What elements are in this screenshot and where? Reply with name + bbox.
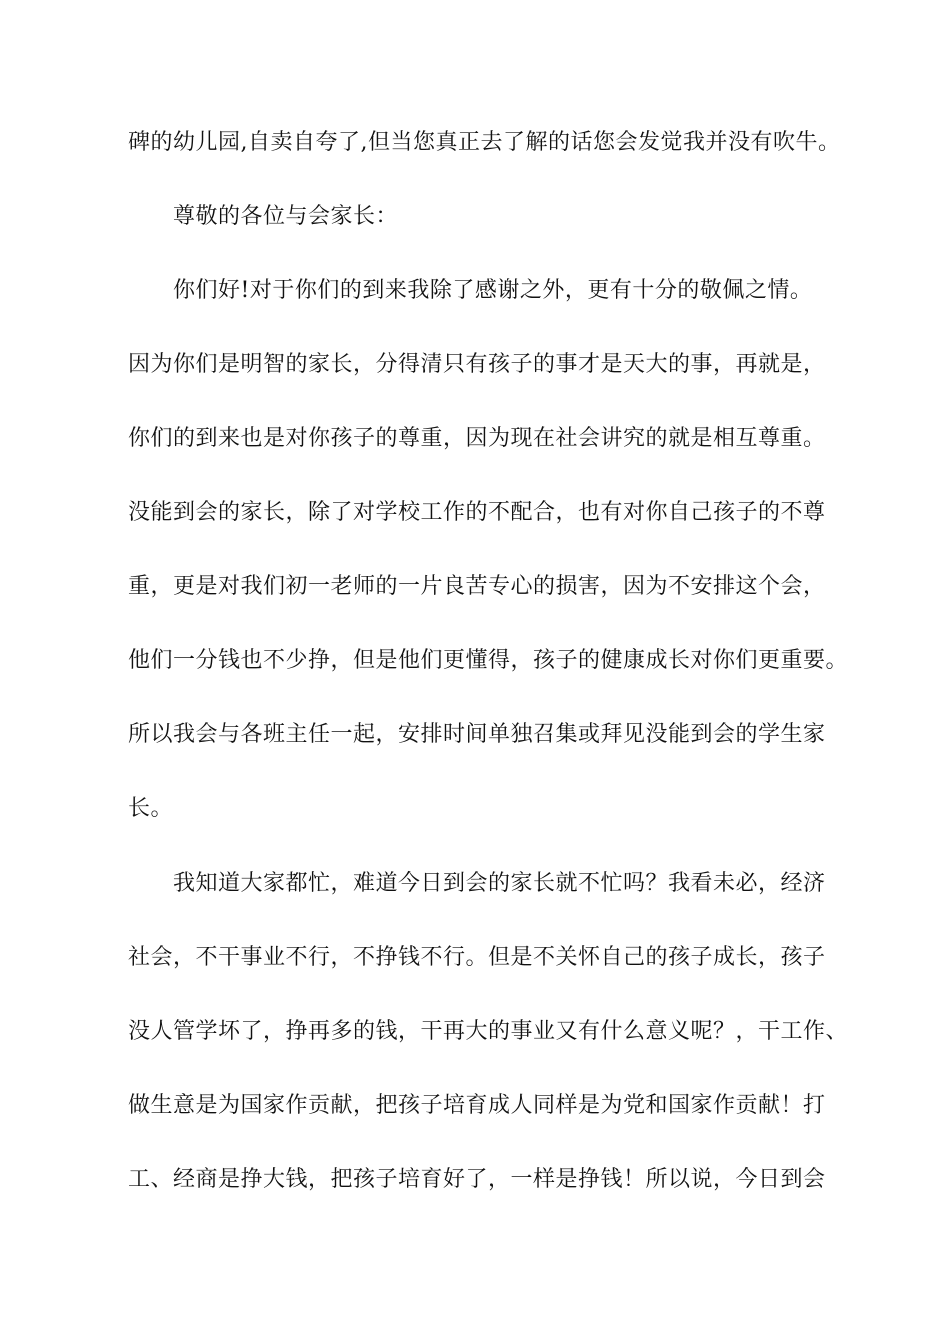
text-line-6: 没能到会的家长，除了对学校工作的不配合，也有对你自己孩子的不尊 — [128, 500, 826, 525]
text-line-12: 社会，不干事业不行，不挣钱不行。但是不关怀自己的孩子成长，孩子 — [128, 945, 826, 970]
text-line-8: 他们一分钱也不少挣，但是他们更懂得，孩子的健康成长对你们更重要。 — [128, 648, 849, 673]
salutation-line: 尊敬的各位与会家长： — [173, 204, 399, 229]
text-line-1: 碑的幼儿园,自卖自夸了,但当您真正去了解的话您会发觉我并没有吹牛。 — [128, 130, 841, 155]
text-line-13: 没人管学坏了，挣再多的钱，干再大的事业又有什么意义呢？，干工作、 — [128, 1019, 849, 1044]
text-line-15: 工、经商是挣大钱，把孩子培育好了，一样是挣钱！所以说，今日到会 — [128, 1167, 826, 1192]
text-line-10: 长。 — [128, 796, 174, 821]
text-line-7: 重，更是对我们初一老师的一片良苦专心的损害，因为不安排这个会， — [128, 574, 826, 599]
text-line-11: 我知道大家都忙，难道今日到会的家长就不忙吗？我看未必，经济 — [173, 871, 826, 896]
text-line-5: 你们的到来也是对你孩子的尊重，因为现在社会讲究的就是相互尊重。 — [128, 426, 826, 451]
text-line-4: 因为你们是明智的家长，分得清只有孩子的事才是天大的事，再就是， — [128, 352, 826, 377]
text-line-14: 做生意是为国家作贡献，把孩子培育成人同样是为党和国家作贡献！打 — [128, 1093, 826, 1118]
text-line-9: 所以我会与各班主任一起，安排时间单独召集或拜见没能到会的学生家 — [128, 722, 826, 747]
text-line-3: 你们好!对于你们的到来我除了感谢之外，更有十分的敬佩之情。 — [173, 278, 813, 303]
